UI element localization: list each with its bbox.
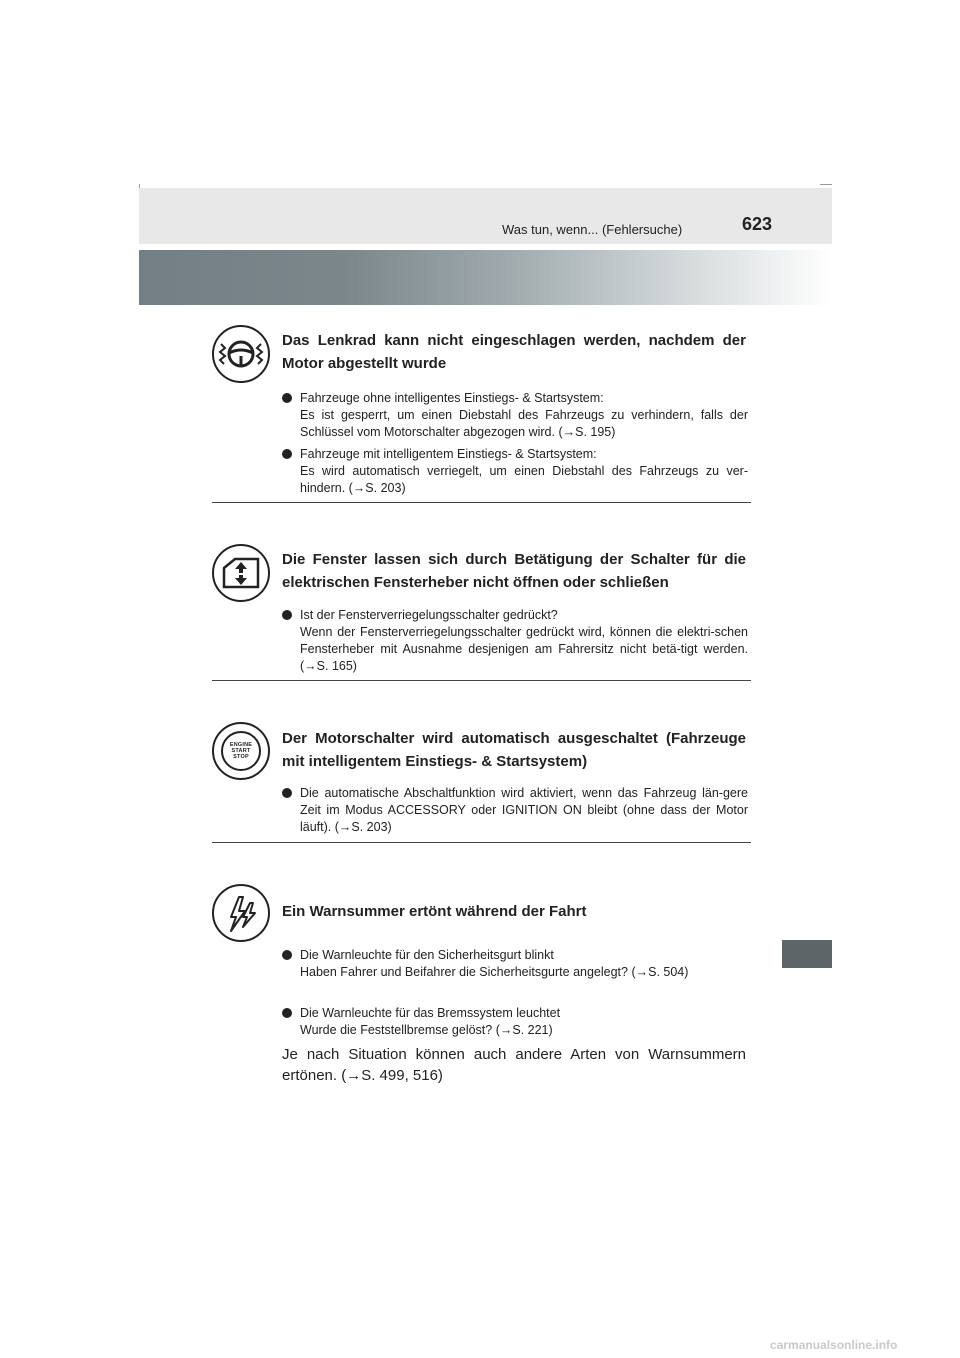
engine-button-face: [221, 731, 261, 771]
steering-lock-icon: [212, 325, 270, 383]
bullet-dot: [282, 788, 292, 798]
list-item: [282, 1005, 748, 1039]
chapter-band: [139, 250, 832, 305]
bullet-dot: [282, 950, 292, 960]
section-title-engine-switch: Der Motorschalter wird automatisch ausgeschaltet (Fahrzeuge mit intelligentem Einstiegs- & Startsystem): [282, 730, 746, 770]
header-section-title: Was tun, wenn... (Fehlersuche): [502, 222, 683, 237]
list-item: [282, 390, 748, 441]
bullet-body: Wenn der Fensterverriegelungsschalter gedrückt wird, können die elektri-schen Fensterheber mit Ausnahme desjenigen am Fahrersitz nicht betä-tigt werden. (→S. 165): [300, 625, 748, 673]
chapter-side-tab: [782, 940, 832, 968]
list-item: [282, 607, 748, 675]
warning-buzzer-icon: [212, 884, 270, 942]
section-title-steering: Das Lenkrad kann nicht eingeschlagen werden, nachdem der Motor abgestellt wurde: [282, 332, 746, 372]
bullet-dot: [282, 449, 292, 459]
bullet-dot: [282, 1008, 292, 1018]
stop-label: STOP: [233, 754, 249, 760]
engine-label: ENGINE: [229, 742, 253, 748]
start-label: START: [231, 748, 251, 754]
bullet-body: Es ist gesperrt, um einen Diebstahl des Fahrzeugs zu verhindern, falls der Schlüssel vom Motorschalter abgezogen wird. (→S. 195): [300, 408, 748, 439]
section-divider: [212, 502, 751, 503]
bullet-heading: Fahrzeuge ohne intelligentes Einstiegs- & Startsystem:: [300, 391, 604, 405]
header-bar: [139, 188, 832, 244]
list-item: [282, 446, 748, 497]
watermark: carmanualsonline.info: [770, 1338, 898, 1352]
engine-start-stop-icon: [212, 722, 270, 780]
list-item: [282, 785, 748, 836]
section-divider: [212, 842, 751, 843]
section-title-windows: Die Fenster lassen sich durch Betätigung der Schalter für die elektrischen Fensterheber nicht öffnen oder schließen: [282, 551, 746, 591]
power-window-icon: [212, 544, 270, 602]
bullet-body: Es wird automatisch verriegelt, um einen Diebstahl des Fahrzeugs zu ver-hindern. (→S. 203): [300, 464, 748, 495]
section-divider: [212, 680, 751, 681]
bullet-body: Wurde die Feststellbremse gelöst? (→S. 221): [300, 1023, 553, 1037]
bullet-dot: [282, 610, 292, 620]
bullet-dot: [282, 393, 292, 403]
section-title-buzzer: Ein Warnsummer ertönt während der Fahrt: [282, 903, 587, 920]
bullet-body: Die automatische Abschaltfunktion wird aktiviert, wenn das Fahrzeug län-gere Zeit im Modus ACCESSORY oder IGNITION ON bleibt (ohne dass der Motor läuft). (→S. 203): [300, 786, 748, 834]
bullet-heading: Ist der Fensterverriegelungsschalter gedrückt?: [300, 608, 558, 622]
bullet-body: Haben Fahrer und Beifahrer die Sicherheitsgurte angelegt? (→S. 504): [300, 965, 689, 979]
bullet-heading: Fahrzeuge mit intelligentem Einstiegs- & Startsystem:: [300, 447, 597, 461]
bullet-heading: Die Warnleuchte für das Bremssystem leuchtet: [300, 1006, 561, 1020]
list-item: [282, 947, 748, 981]
crop-mark-right: [820, 184, 832, 185]
bullet-heading: Die Warnleuchte für den Sicherheitsgurt blinkt: [300, 948, 554, 962]
closing-paragraph: Je nach Situation können auch andere Arten von Warnsummern ertönen. (→S. 499, 516): [282, 1046, 746, 1084]
page-number: 623: [742, 214, 773, 234]
